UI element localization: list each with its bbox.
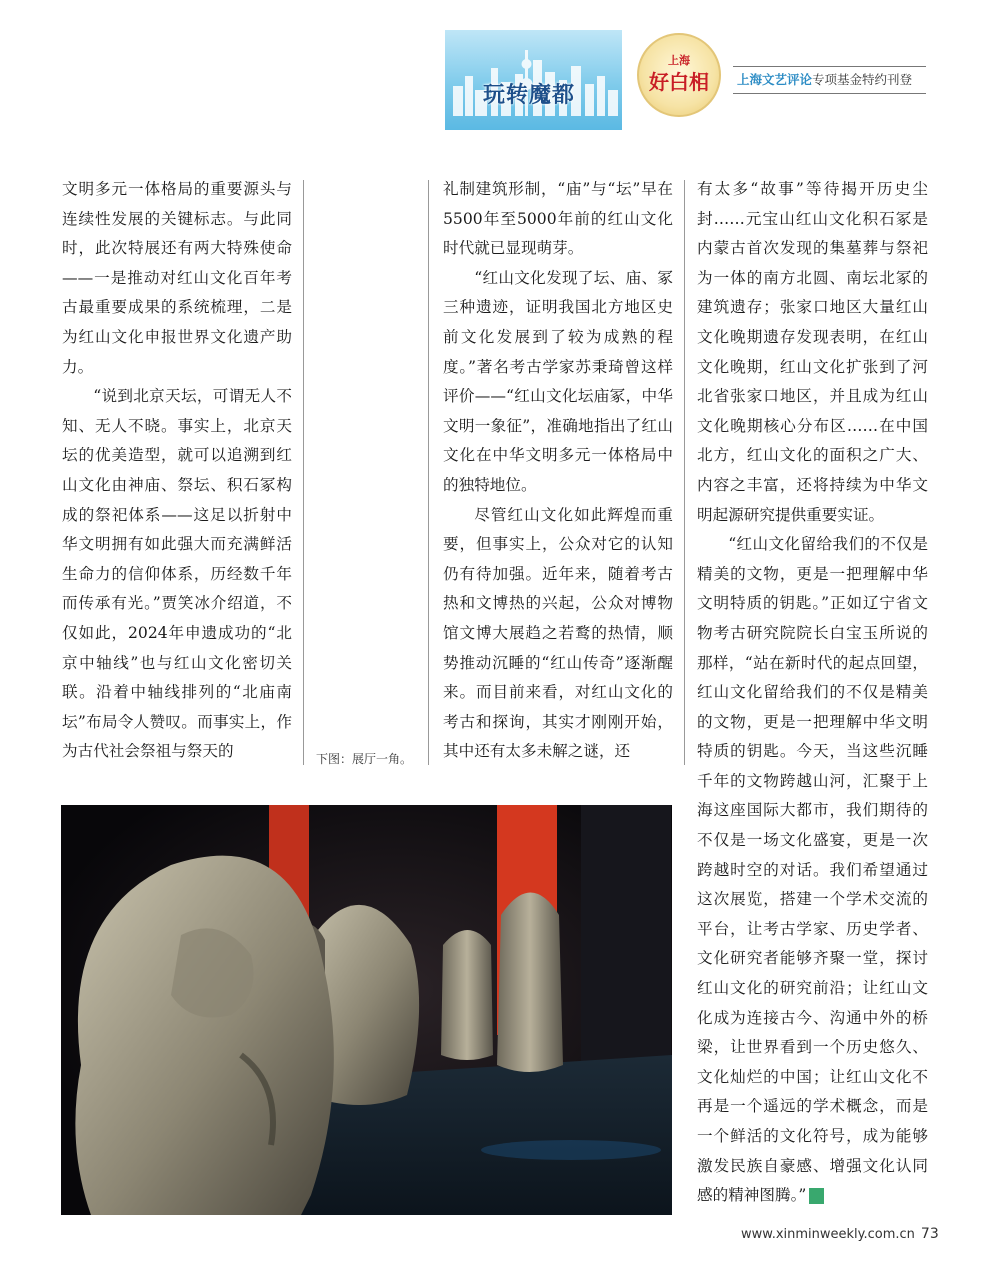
- article-column-3: [697, 175, 928, 1211]
- stone-statues-illustration: [61, 805, 672, 1215]
- paragraph: 礼制建筑形制，“庙”与“坛”早在5500年至5000年前的红山文化时代就已显现萌芽。: [443, 180, 673, 258]
- column-rule: [303, 180, 304, 765]
- article-column-1: [62, 175, 292, 767]
- series-name: 上海文艺评论: [737, 72, 813, 87]
- series-suffix: 专项基金特约刊登: [812, 72, 913, 87]
- column-badge: [637, 33, 721, 117]
- column-logo-title: 玩转魔都: [483, 83, 576, 108]
- footer-url: www.xinminweekly.com.cn: [741, 1227, 915, 1242]
- column-rule: [428, 180, 429, 765]
- paragraph: “说到北京天坛，可谓无人不知、无人不晓。事实上，北京天坛的优美造型，就可以追溯到红山文化由神庙、祭坛、积石冢构成的祭祀体系——这足以折射中华文明拥有如此强大而充满鲜活生命力的信仰体系，历经数千年而传承有光。”贾笑冰介绍道，不仅如此，2024年申遗成功的“北京中轴线”也与红山文化密切关联。沿着中轴线排列的“北庙南坛”布局令人赞叹。而事实上，作为古代社会祭祖与祭天的: [62, 387, 292, 761]
- paragraph: “红山文化发现了坛、庙、冢三种遗迹，证明我国北方地区史前文化发展到了较为成熟的程度。”著名考古学家苏秉琦曾这样评价——“红山文化坛庙冢，中华文明一象征”，准确地指出了红山文化在中华文明多元一体格局中的独特地位。: [443, 268, 673, 494]
- paragraph-text: “红山文化留给我们的不仅是精美的文物，更是一把理解中华文明特质的钥匙。”正如辽宁省文物考古研究院院长白宝玉所说的那样，“站在新时代的起点回望，红山文化留给我们的不仅是精美的文物，更是一把理解中华文明特质的钥匙。今天，当这些沉睡千年的文物跨越山河，汇聚于上海这座国际大都市，我们期待的不仅是一场文化盛宴，更是一次跨越时空的对话。我们希望通过这次展览，搭建一个学术交流的平台，让考古学家、历史学者、文化研究者能够齐聚一堂，探讨红山文化的研究前沿；让红山文化成为连接古今、沟通中外的桥梁，让世界看到一个历史悠久、文化灿烂的中国；让红山文化不再是一个遥远的学术概念，而是一个鲜活的文化符号，成为能够激发民族自豪感、增强文化认同感的精神图腾。”: [697, 535, 928, 1205]
- badge-big-text: 好白相: [649, 70, 709, 94]
- series-rule-top: [733, 66, 926, 67]
- page-number: 73: [920, 1226, 939, 1242]
- column-rule: [684, 180, 685, 765]
- paragraph: [697, 530, 928, 1211]
- photo-caption: 下图：展厅一角。: [316, 752, 413, 766]
- paragraph: 文明多元一体格局的重要源头与连续性发展的关键标志。与此同时，此次特展还有两大特殊使命——一是推动对红山文化百年考古最重要成果的系统梳理，二是为红山文化申报世界文化遗产助力。: [62, 180, 292, 376]
- badge-small-text: 上海: [668, 54, 690, 67]
- series-rule-bottom: [733, 93, 926, 94]
- page-footer: [741, 1226, 939, 1242]
- article-column-2: [443, 175, 673, 767]
- paragraph: 尽管红山文化如此辉煌而重要，但事实上，公众对它的认知仍有待加强。近年来，随着考古热和文博热的兴起，公众对博物馆文博大展趋之若鹜的热情，顺势推动沉睡的“红山传奇”逐渐醒来。而目前来看，对红山文化的考古和探询，其实才刚刚开始，其中还有太多未解之谜，还: [443, 505, 673, 761]
- end-mark-icon: 民: [809, 1188, 824, 1204]
- paragraph: 有太多“故事”等待揭开历史尘封……元宝山红山文化积石冢是内蒙古首次发现的集墓葬与祭祀为一体的南方北圆、南坛北冢的建筑遗存；张家口地区大量红山文化晚期遗存发现表明，在红山文化晚期，红山文化扩张到了河北省张家口地区，并且成为红山文化晚期核心分布区……在中国北方，红山文化的面积之广大、内容之丰富，还将持续为中华文明起源研究提供重要实证。: [697, 180, 928, 524]
- series-label: [737, 70, 912, 88]
- column-banner: [445, 30, 622, 130]
- exhibition-photo: [61, 805, 672, 1215]
